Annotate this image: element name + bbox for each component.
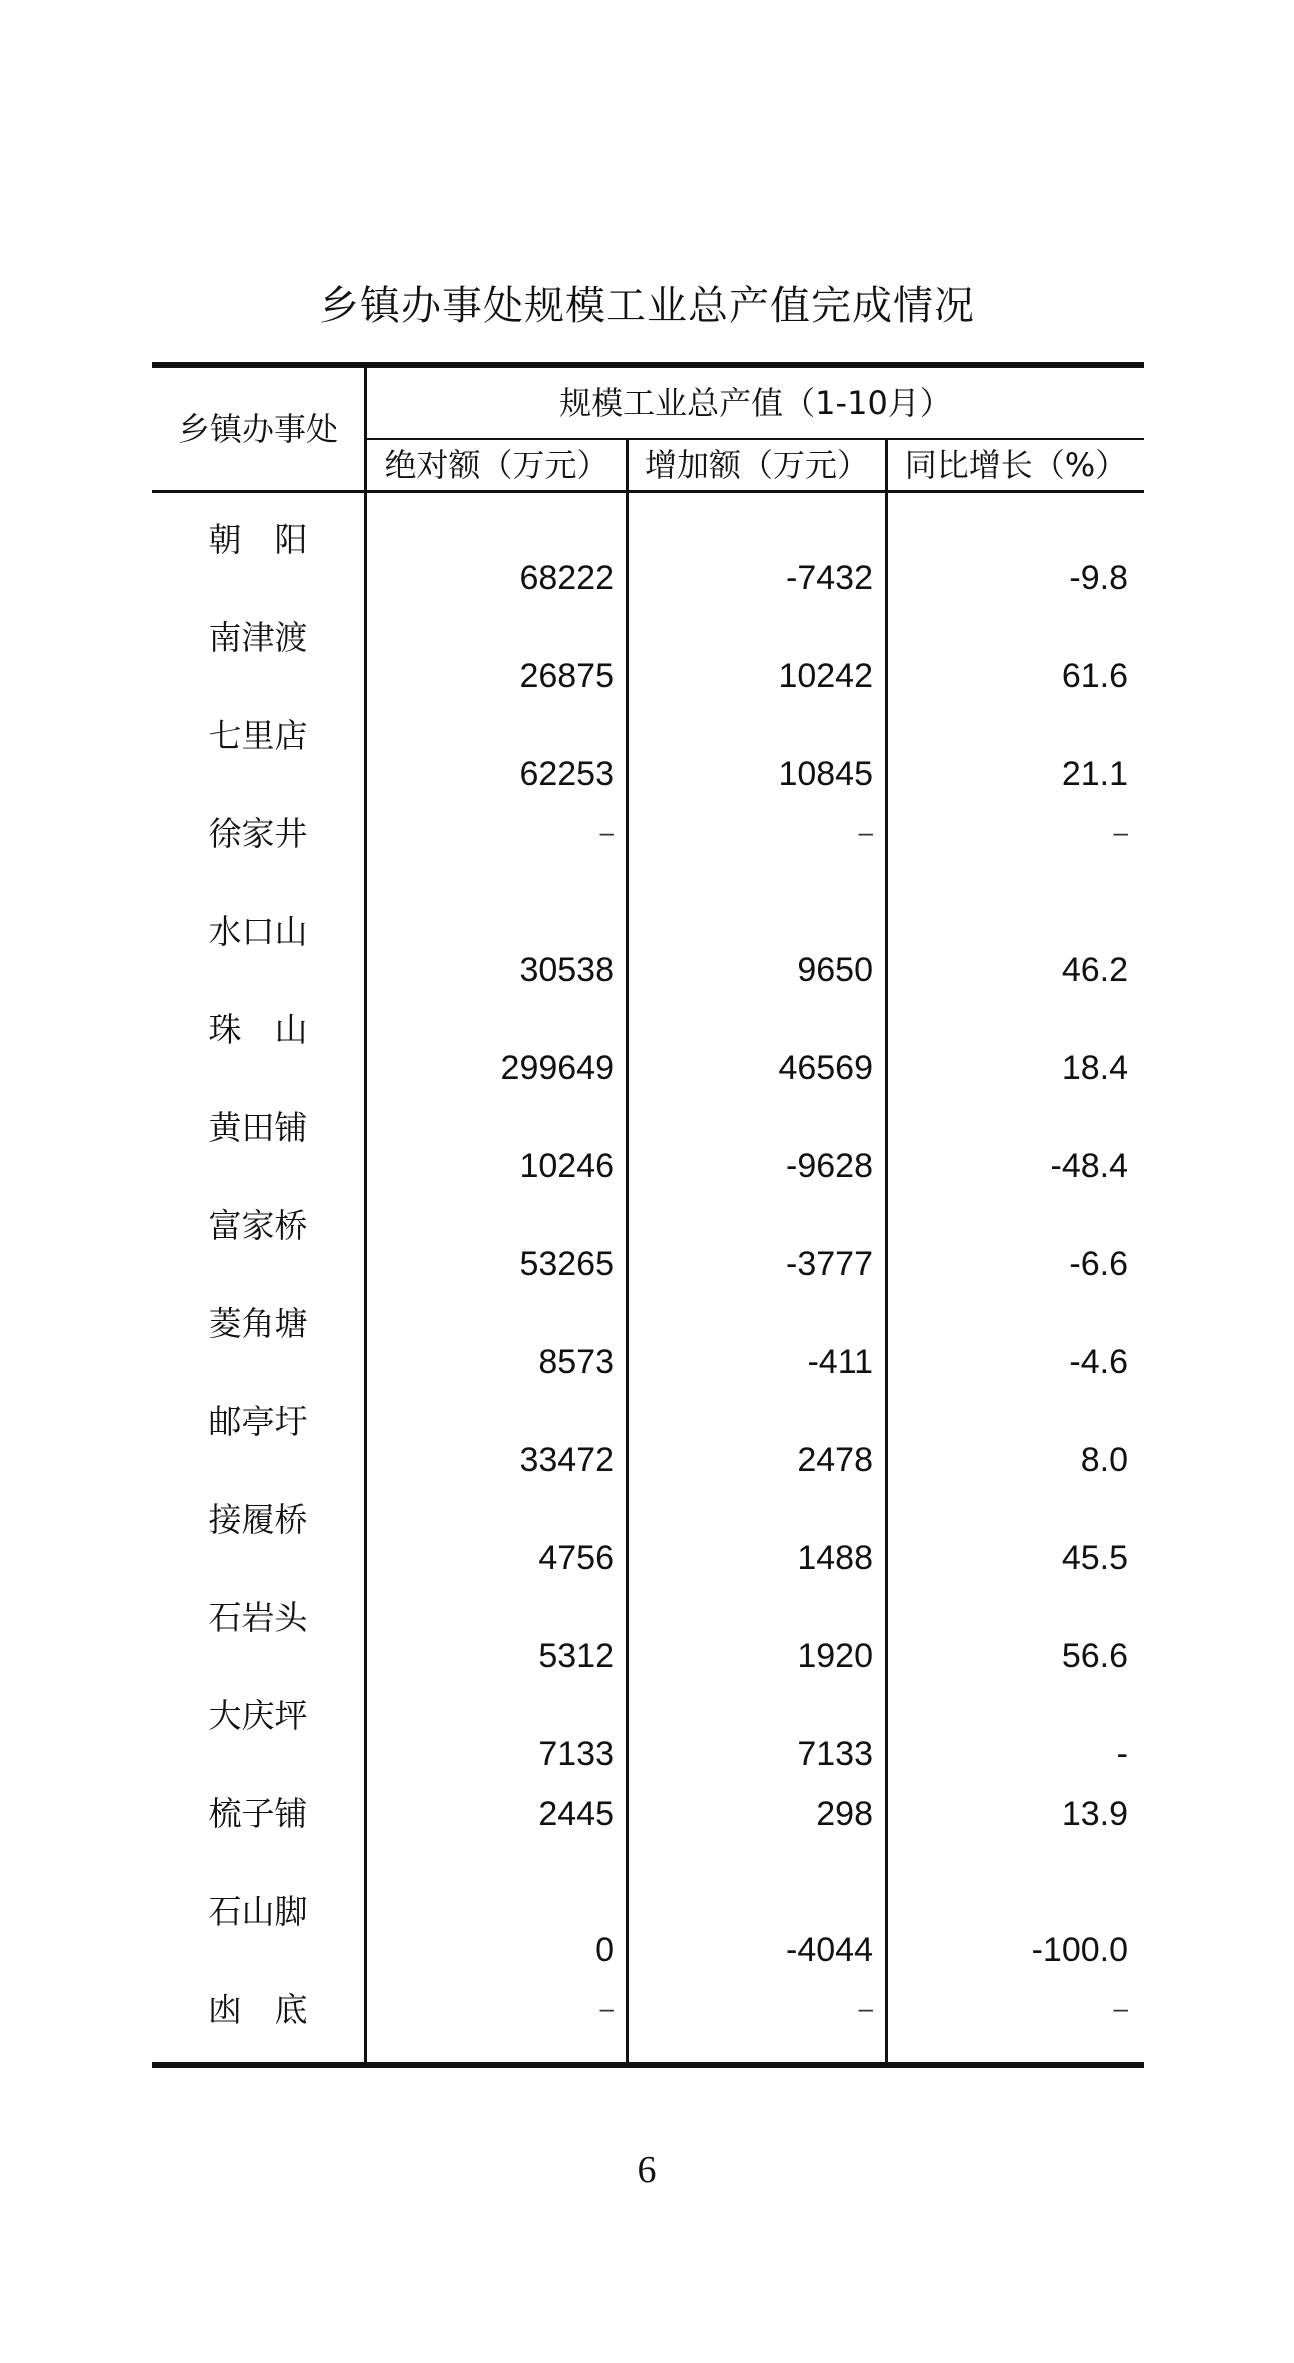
table-row [152, 608, 1144, 706]
increase-value: 1488 [797, 1539, 873, 1577]
yoy-value: 61.6 [1061, 657, 1128, 695]
absolute-value: 30538 [519, 951, 614, 989]
header-bottom-rule [152, 490, 1144, 493]
table-row [152, 1980, 1144, 2078]
yoy-value: 8.0 [1080, 1441, 1128, 1479]
header-absolute: 绝对额（万元） [384, 446, 609, 484]
yoy-value: -4.6 [1069, 1343, 1128, 1381]
table-row [152, 1098, 1144, 1196]
township-name: 朝 阳 [208, 520, 308, 559]
table-row [152, 1784, 1144, 1882]
table-row [152, 1588, 1144, 1686]
increase-value: 7133 [797, 1735, 873, 1773]
table-row [152, 1196, 1144, 1294]
increase-value: 1920 [797, 1637, 873, 1675]
township-name: 凼 底 [208, 1990, 308, 2029]
increase-value: 46569 [778, 1049, 873, 1087]
yoy-value: 45.5 [1061, 1539, 1128, 1577]
township-name: 菱角塘 [208, 1304, 308, 1343]
table-row [152, 804, 1144, 902]
table-row [152, 902, 1144, 1000]
yoy-value: -100.0 [1031, 1931, 1128, 1969]
township-name: 石岩头 [208, 1598, 308, 1637]
absolute-value: 26875 [519, 657, 614, 695]
absolute-value: – [599, 1993, 614, 2023]
yoy-value: 18.4 [1061, 1049, 1128, 1087]
township-name: 大庆坪 [208, 1696, 308, 1735]
absolute-value: 4756 [538, 1539, 614, 1577]
yoy-value: -48.4 [1050, 1147, 1128, 1185]
yoy-value: – [1113, 817, 1128, 847]
increase-value: -411 [807, 1343, 873, 1381]
increase-value: – [858, 1993, 873, 2023]
township-name: 石山脚 [208, 1892, 308, 1931]
yoy-value: - [1116, 1735, 1128, 1773]
table-row [152, 1882, 1144, 1980]
township-name: 邮亭圩 [208, 1402, 308, 1441]
absolute-value: 5312 [538, 1637, 614, 1675]
header-output-group: 规模工业总产值（1-10月） [559, 384, 952, 422]
table-row [152, 1294, 1144, 1392]
yoy-value: -9.8 [1069, 559, 1128, 597]
increase-value: 10845 [778, 755, 873, 793]
table-row [152, 1000, 1144, 1098]
increase-value: 9650 [797, 951, 873, 989]
increase-value: – [858, 817, 873, 847]
township-name: 黄田铺 [208, 1108, 308, 1147]
absolute-value: 10246 [519, 1147, 614, 1185]
township-name: 珠 山 [208, 1010, 308, 1049]
header-yoy: 同比增长（%） [904, 446, 1128, 484]
page-title: 乡镇办事处规模工业总产值完成情况 [319, 283, 975, 329]
table-row [152, 510, 1144, 608]
absolute-value: 8573 [538, 1343, 614, 1381]
township-name: 接履桥 [208, 1500, 308, 1539]
absolute-value: 2445 [538, 1795, 614, 1833]
yoy-value: 46.2 [1061, 951, 1128, 989]
township-name: 徐家井 [208, 814, 308, 853]
increase-value: -3777 [786, 1245, 873, 1283]
increase-value: -9628 [786, 1147, 873, 1185]
table-row [152, 1392, 1144, 1490]
absolute-value: 53265 [519, 1245, 614, 1283]
absolute-value: 62253 [519, 755, 614, 793]
header-increase: 增加额（万元） [644, 446, 869, 484]
header-township: 乡镇办事处 [177, 410, 338, 448]
township-name: 南津渡 [208, 618, 308, 657]
industrial-output-table [152, 362, 1144, 2068]
yoy-value: 56.6 [1061, 1637, 1128, 1675]
increase-value: 298 [816, 1795, 873, 1833]
absolute-value: 68222 [519, 559, 614, 597]
increase-value: -4044 [786, 1931, 873, 1969]
increase-value: 2478 [797, 1441, 873, 1479]
township-name: 富家桥 [208, 1206, 308, 1245]
township-name: 水口山 [208, 912, 308, 951]
absolute-value: 0 [595, 1931, 614, 1969]
page-number: 6 [637, 2149, 657, 2191]
absolute-value: 299649 [500, 1049, 614, 1087]
absolute-value: 33472 [519, 1441, 614, 1479]
table-row [152, 706, 1144, 804]
yoy-value: 13.9 [1061, 1795, 1128, 1833]
yoy-value: 21.1 [1061, 755, 1128, 793]
township-name: 七里店 [208, 716, 308, 755]
table-row [152, 1686, 1144, 1784]
township-name: 梳子铺 [208, 1794, 308, 1833]
table-row [152, 1490, 1144, 1588]
absolute-value: 7133 [538, 1735, 614, 1773]
increase-value: 10242 [778, 657, 873, 695]
yoy-value: -6.6 [1069, 1245, 1128, 1283]
absolute-value: – [599, 817, 614, 847]
yoy-value: – [1113, 1993, 1128, 2023]
increase-value: -7432 [786, 559, 873, 597]
